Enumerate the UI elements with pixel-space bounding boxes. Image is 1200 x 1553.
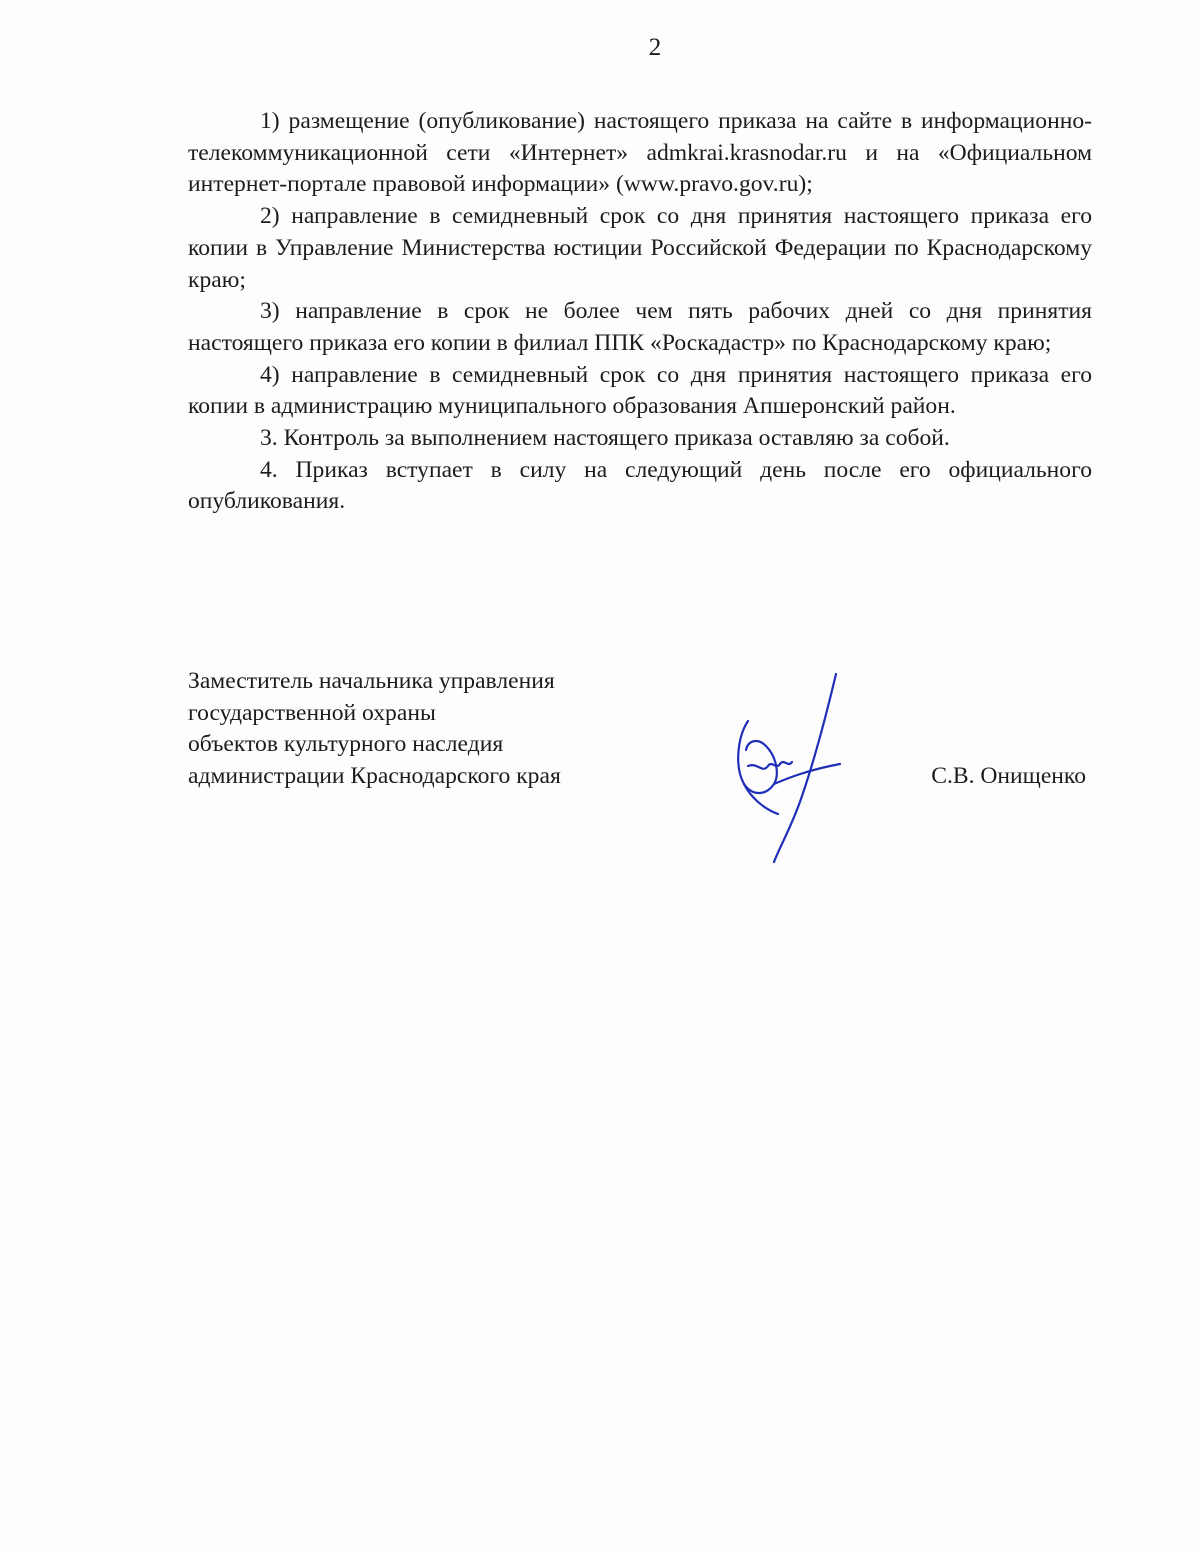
paragraph-item-4: 4) направление в семидневный срок со дня принятия настоящего приказа его копии в администрацию муниципального образования Апшеронский район. <box>188 361 1092 420</box>
paragraph-effective-date: 4. Приказ вступает в силу на следующий день после его официального опубликования. <box>188 456 1092 515</box>
paragraph-item-2: 2) направление в семидневный срок со дня принятия настоящего приказа его копии в Управление Министерства юстиции Российской Федерации по Краснодарскому краю; <box>188 203 1092 293</box>
signer-position <box>188 666 561 793</box>
document-body <box>188 106 1092 518</box>
paragraph-item-3: 3) направление в срок не более чем пять рабочих дней со дня принятия настоящего приказа его копии в филиал ППК «Роскадастр» по Краснодарскому краю; <box>188 298 1092 356</box>
signer-name: С.В. Онищенко <box>931 763 1086 789</box>
signature-block <box>188 666 1092 896</box>
signer-position-line: объектов культурного наследия <box>188 731 504 758</box>
paragraph-control: 3. Контроль за выполнением настоящего приказа оставляю за собой. <box>260 425 950 452</box>
handwritten-signature <box>718 666 868 866</box>
signer-position-line: государственной охраны <box>188 699 436 726</box>
paragraph-item-1: 1) размещение (опубликование) настоящего приказа на сайте в информационно-телекоммуникационной сети «Интернет» admkrai.krasnodar.ru и на «Официальном интернет-портале правовой информации» (www.pravo.gov.ru); <box>188 108 1092 198</box>
page-number: 2 <box>648 34 662 61</box>
signer-position-line: администрации Краснодарского края <box>188 763 561 790</box>
signer-position-line: Заместитель начальника управления <box>188 668 555 694</box>
